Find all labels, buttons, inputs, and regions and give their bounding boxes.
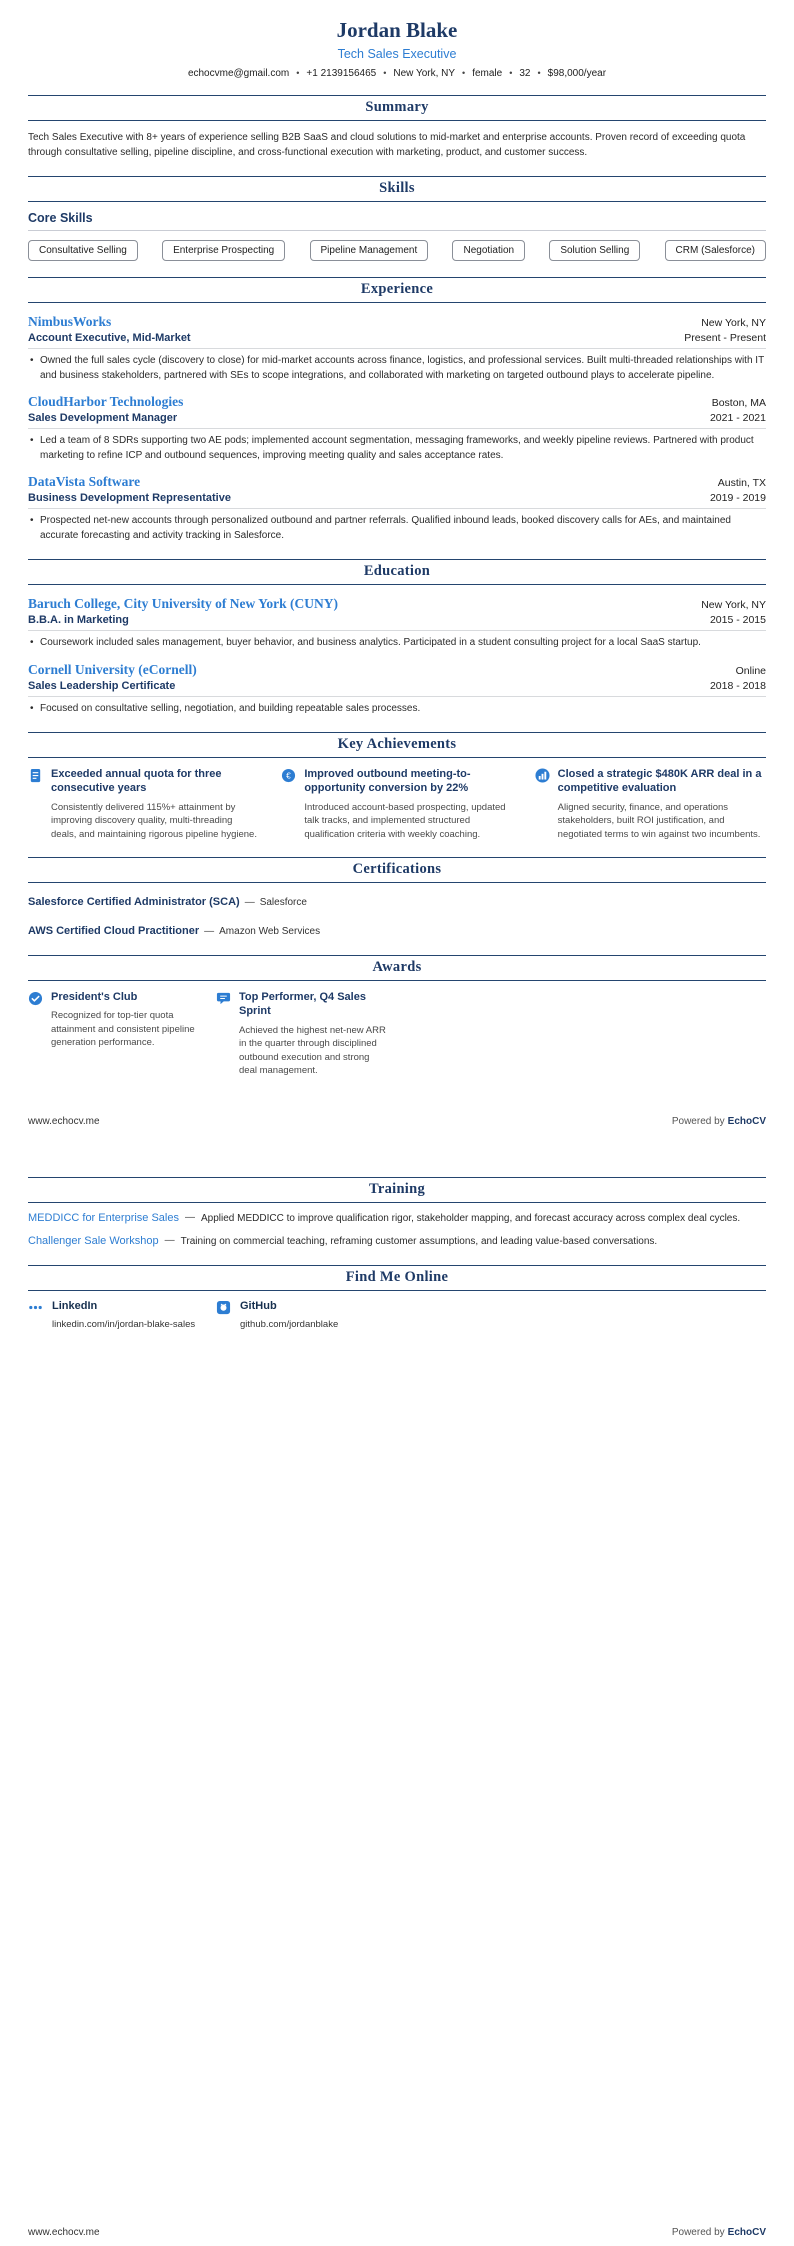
experience-entry-head (28, 474, 766, 490)
github-icon (216, 1300, 231, 1320)
company-name: NimbusWorks (28, 314, 112, 329)
training-separator: — (164, 1234, 175, 1246)
training-row (28, 1235, 766, 1249)
training-description: Training on commercial teaching, reframing customer assumptions, and leading value-based conversations. (180, 1235, 658, 1247)
skills-chip-row (28, 240, 766, 261)
education-bullets (28, 636, 766, 651)
contact-salary: $98,000/year (547, 68, 607, 79)
company-name: CloudHarbor Technologies (28, 394, 184, 409)
svg-text:€: € (286, 770, 292, 781)
powered-by-label: Powered by (671, 2227, 725, 2238)
online-grid-spacer (404, 1300, 578, 1330)
award-text: Achieved the highest net-new ARR in the quarter through disciplined outbound execution and strong deal management. (239, 1024, 386, 1077)
degree-title: B.B.A. in Marketing (28, 614, 129, 626)
online-profile-body (52, 1300, 195, 1330)
achievement-title: Improved outbound meeting-to-opportunity conversion by 22% (304, 768, 471, 795)
resume-header (28, 18, 766, 79)
section-heading-education: Education (28, 559, 766, 585)
job-bullets (28, 434, 766, 463)
contact-line (28, 68, 766, 79)
job-bullet: • Prospected net-new accounts through personalized outbound and partner referrals. Qualified inbound leads, booked discovery calls for AEs, and maintained accurate forecasting and activity tracking in Salesforce. (28, 514, 766, 543)
achievement-item (28, 767, 259, 841)
company-location: Austin, TX (717, 477, 766, 489)
achievements-grid (28, 767, 766, 841)
achievement-item (535, 767, 766, 841)
check-badge-icon (28, 991, 43, 1006)
contact-gender: female (472, 68, 503, 79)
education-entry-head (28, 596, 766, 612)
training-row (28, 1212, 766, 1226)
experience-entry-sub (28, 330, 766, 349)
job-title: Account Executive, Mid-Market (28, 332, 191, 344)
certification-issuer: Amazon Web Services (219, 926, 321, 938)
speech-bubble-icon (216, 991, 231, 1006)
job-dates: 2021 - 2021 (709, 412, 766, 424)
training-description: Applied MEDDICC to improve qualification rigor, stakeholder mapping, and forecast accuracy across complex deal cycles. (201, 1212, 741, 1224)
online-profile-url[interactable]: linkedin.com/in/jordan-blake-sales (52, 1318, 196, 1330)
company-name: DataVista Software (28, 474, 141, 489)
school-name: Baruch College, City University of New York (CUNY) (28, 596, 338, 611)
footer-site-url[interactable]: www.echocv.me (28, 1115, 100, 1127)
section-heading-find-me-online: Find Me Online (28, 1265, 766, 1291)
experience-entry-sub (28, 410, 766, 429)
online-grid-spacer (592, 1300, 766, 1330)
awards-grid (28, 990, 766, 1078)
contact-age: 32 (519, 68, 531, 79)
bar-chart-icon (535, 768, 550, 783)
experience-entry-head (28, 394, 766, 410)
candidate-title: Tech Sales Executive (337, 47, 457, 61)
school-location: New York, NY (701, 599, 766, 611)
training-course-link[interactable]: MEDDICC for Enterprise Sales (28, 1211, 179, 1224)
award-title: President's Club (51, 991, 138, 1004)
linkedin-icon (28, 1300, 43, 1320)
job-bullet: • Led a team of 8 SDRs supporting two AE pods; implemented account segmentation, messaging frameworks, and weekly pipeline reviews. Partnered with product marketing to refine ICP and outbound sequences, improving meeting quality and sales acceptance rates. (28, 434, 766, 463)
contact-separator: • (383, 68, 387, 78)
awards-grid-spacer (592, 990, 766, 1078)
education-entry (28, 596, 766, 651)
section-heading-summary: Summary (28, 95, 766, 121)
footer-powered-by (672, 2227, 766, 2238)
company-location: Boston, MA (711, 397, 766, 409)
education-bullets (28, 702, 766, 717)
training-course-link[interactable]: Challenger Sale Workshop (28, 1234, 159, 1247)
job-bullets (28, 354, 766, 383)
education-bullet: • Focused on consultative selling, negotiation, and building repeatable sales processes. (28, 702, 766, 717)
achievement-body (558, 767, 766, 841)
online-profile-label[interactable]: LinkedIn (52, 1299, 98, 1312)
experience-entry (28, 314, 766, 383)
award-item (216, 990, 390, 1078)
education-entry-sub (28, 612, 766, 631)
achievement-title: Exceeded annual quota for three consecutive years (51, 768, 222, 795)
contact-location: New York, NY (393, 68, 456, 79)
education-bullet: • Coursework included sales management, buyer behavior, and business analytics. Participated in a student consulting project for a local SaaS startup. (28, 636, 766, 651)
certification-name: AWS Certified Cloud Practitioner (28, 925, 200, 938)
contact-email: echocvme@gmail.com (187, 68, 290, 79)
achievement-item (281, 767, 512, 841)
skills-group-title: Core Skills (28, 211, 766, 231)
achievement-text: Aligned security, finance, and operations stakeholders, built ROI justification, and negotiated terms to win against two incumbents. (557, 801, 761, 840)
company-location: New York, NY (701, 317, 766, 329)
page2-footer (28, 2227, 766, 2238)
degree-dates: 2015 - 2015 (709, 614, 766, 626)
education-entry-head (28, 662, 766, 678)
certification-separator: — (244, 897, 255, 909)
footer-site-url[interactable]: www.echocv.me (28, 2227, 100, 2238)
school-name: Cornell University (eCornell) (28, 661, 197, 677)
certification-issuer: Salesforce (259, 897, 307, 909)
award-text: Recognized for top-tier quota attainment and consistent pipeline generation performance. (51, 1010, 195, 1049)
experience-entry-head (28, 314, 766, 330)
education-entry (28, 662, 766, 717)
certification-name: Salesforce Certified Administrator (SCA) (28, 896, 240, 909)
award-item (28, 990, 202, 1078)
skill-chip: Consultative Selling (28, 240, 138, 261)
contact-phone: +1 2139156465 (306, 68, 377, 79)
school-location: Online (735, 664, 766, 677)
contact-separator: • (537, 68, 541, 78)
summary-text: Tech Sales Executive with 8+ years of experience selling B2B SaaS and cloud solutions to mid-market and enterprise accounts. Proven record of exceeding quota through consultative selling, pipeline discipline, and cross-functional execution with marketing, product, and customer success. (28, 132, 746, 158)
skill-chip: Solution Selling (549, 240, 640, 261)
skill-chip: CRM (Salesforce) (665, 240, 766, 261)
job-title: Sales Development Manager (28, 412, 178, 424)
training-separator: — (185, 1211, 195, 1223)
certification-row (28, 892, 766, 910)
job-bullet: • Owned the full sales cycle (discovery to close) for mid-market accounts across finance, logistics, and professional services. Built multi-threaded relationships with IT and business stakeholders, partnered with SEs to scope integrations, and collaborated with marketing on targeted outbound plays to accelerate pipeline. (28, 354, 766, 383)
online-profile[interactable] (216, 1300, 390, 1330)
echocv-brand[interactable]: EchoCV (727, 1115, 766, 1127)
job-bullets (28, 514, 766, 543)
contact-separator: • (462, 68, 466, 78)
contact-separator: • (509, 68, 513, 78)
footer-powered-by (672, 1116, 766, 1127)
education-entry-sub (28, 678, 766, 697)
job-dates: 2019 - 2019 (709, 492, 766, 504)
powered-by-label: Powered by (671, 1115, 725, 1127)
award-body (51, 990, 202, 1050)
section-heading-training: Training (28, 1177, 766, 1203)
online-grid (28, 1300, 766, 1330)
euro-coin-icon (281, 768, 296, 783)
achievement-body (304, 767, 512, 841)
achievement-title: Closed a strategic $480K ARR deal in a competitive evaluation (557, 768, 762, 795)
section-heading-experience: Experience (28, 277, 766, 303)
online-profile-label[interactable]: GitHub (240, 1299, 277, 1312)
degree-title: Sales Leadership Certificate (28, 679, 176, 692)
section-heading-skills: Skills (28, 176, 766, 202)
certification-separator: — (204, 926, 215, 938)
award-title: Top Performer, Q4 Sales Sprint (239, 991, 366, 1018)
certification-row (28, 921, 766, 939)
section-heading-achievements: Key Achievements (28, 732, 766, 758)
achievement-text: Introduced account-based prospecting, updated talk tracks, and implemented structured qualification criteria with weekly coaching. (304, 801, 506, 840)
skill-chip: Enterprise Prospecting (162, 240, 285, 261)
skill-chip: Pipeline Management (310, 240, 429, 261)
echocv-brand[interactable]: EchoCV (727, 2227, 766, 2238)
job-dates: Present - Present (684, 332, 766, 344)
section-heading-awards: Awards (28, 955, 766, 981)
degree-dates: 2018 - 2018 (709, 679, 766, 692)
online-profile-body (240, 1300, 338, 1330)
experience-entry (28, 394, 766, 463)
online-profile-url[interactable]: github.com/jordanblake (240, 1318, 339, 1330)
achievement-body (51, 767, 259, 841)
experience-entry (28, 474, 766, 543)
contact-separator: • (296, 68, 300, 78)
candidate-name: Jordan Blake (336, 18, 458, 42)
page1-footer (28, 1116, 766, 1127)
skill-chip: Negotiation (452, 240, 525, 261)
award-body (239, 990, 390, 1078)
awards-grid-spacer (404, 990, 578, 1078)
section-heading-certifications: Certifications (28, 857, 766, 883)
document-icon (28, 768, 43, 783)
online-profile[interactable] (28, 1300, 202, 1330)
experience-entry-sub (28, 490, 766, 509)
job-title: Business Development Representative (28, 492, 231, 504)
achievement-text: Consistently delivered 115%+ attainment by improving discovery quality, multi-threading deals, and maintaining rigorous pipeline hygiene. (51, 801, 257, 840)
